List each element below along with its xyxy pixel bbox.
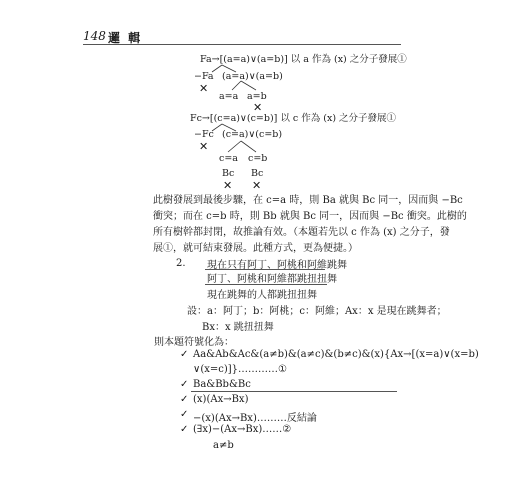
proof-line: (∃x)−(Ax→Bx)……②	[193, 424, 292, 435]
problem-number: 2.	[176, 258, 186, 269]
tree1-close-mark-left: ✕	[199, 82, 209, 95]
tree2-root: Fc→[(c=a)∨(c=b)] 以 c 作為 (x) 之分子發展①	[190, 113, 397, 124]
check-mark: ✓	[180, 349, 189, 360]
paragraph-line: 展①，就可結束發展。此種方式，更為便捷。）	[153, 243, 358, 254]
tree1-left-node: −Fa	[194, 71, 214, 82]
paragraph-line: 衝突；而在 c=b 時，則 Bb 就與 Bc 同一，因而與 −Bc 衝突。此樹的	[153, 211, 467, 222]
tree2-branch-a: c=a	[219, 153, 238, 164]
conclusion-rule	[205, 284, 327, 285]
assumption-line-2: Bx：x 跳扭扭舞	[202, 322, 274, 333]
tree2-branch-b: c=b	[248, 153, 268, 164]
tree2-close-mark-a: ✕	[223, 179, 233, 192]
proof-line: a≠b	[213, 440, 234, 451]
proof-divider	[191, 391, 397, 392]
paragraph-line: 此樹發展到最後步驟，在 c=a 時，則 Ba 就與 Bc 同一，因而與 −Bc	[153, 195, 463, 206]
premise-1: 現在只有阿丁、阿桃和阿維跳舞	[207, 260, 347, 271]
tree2-close-mark-b: ✕	[252, 179, 262, 192]
tree1-right-node: (a=a)∨(a=b)	[222, 71, 283, 82]
check-mark: ✓	[180, 394, 189, 405]
tree2-close-mark-left: ✕	[199, 140, 209, 153]
premise-2: 阿丁、阿桃和阿維都跳扭扭舞	[207, 274, 337, 285]
tree2-leaf-a: Bc	[222, 168, 235, 179]
check-mark: ✓	[180, 409, 189, 420]
tree2-right-node: (c=a)∨(c=b)	[222, 129, 283, 140]
running-title: 邏 輯	[108, 31, 143, 45]
tree1-branch-a: a=a	[219, 91, 239, 102]
tree1-root: Fa→[(a=a)∨(a=b)] 以 a 作為 (x) 之分子發展①	[200, 54, 407, 65]
proof-line: −(x)(Ax→Bx)………反結論	[193, 413, 317, 424]
conclusion: 現在跳舞的人都跳扭扭舞	[207, 290, 317, 301]
paragraph-line: 所有樹幹都封閉，故推論有效。（本題若先以 c 作為 (x) 之分子，發	[153, 227, 450, 238]
assumption-line: 設：a：阿丁；b：阿桃；c：阿維；Ax：x 是現在跳舞者；	[187, 306, 447, 317]
proof-line: (x)(Ax→Bx)	[193, 394, 249, 405]
page-number: 148	[83, 29, 106, 43]
tree1-close-mark-b: ✕	[253, 101, 263, 114]
proof-line: Ba&Bb&Bc	[193, 379, 251, 390]
check-mark: ✓	[180, 424, 189, 435]
tree1-branch-b: a=b	[247, 91, 267, 102]
tree2-leaf-b: Bc	[251, 168, 264, 179]
check-mark: ✓	[180, 379, 189, 390]
proof-line: Aa&Ab&Ac&(a≠b)&(a≠c)&(b≠c)&(x){Ax→[(x=a)∨(x=b)	[193, 349, 479, 360]
proof-line: ∨(x=c)]}…………①	[193, 364, 287, 375]
tree2-left-node: −Fc	[194, 129, 214, 140]
explanation-paragraph	[153, 193, 467, 257]
symbolized-intro: 則本題符號化為：	[154, 337, 234, 348]
